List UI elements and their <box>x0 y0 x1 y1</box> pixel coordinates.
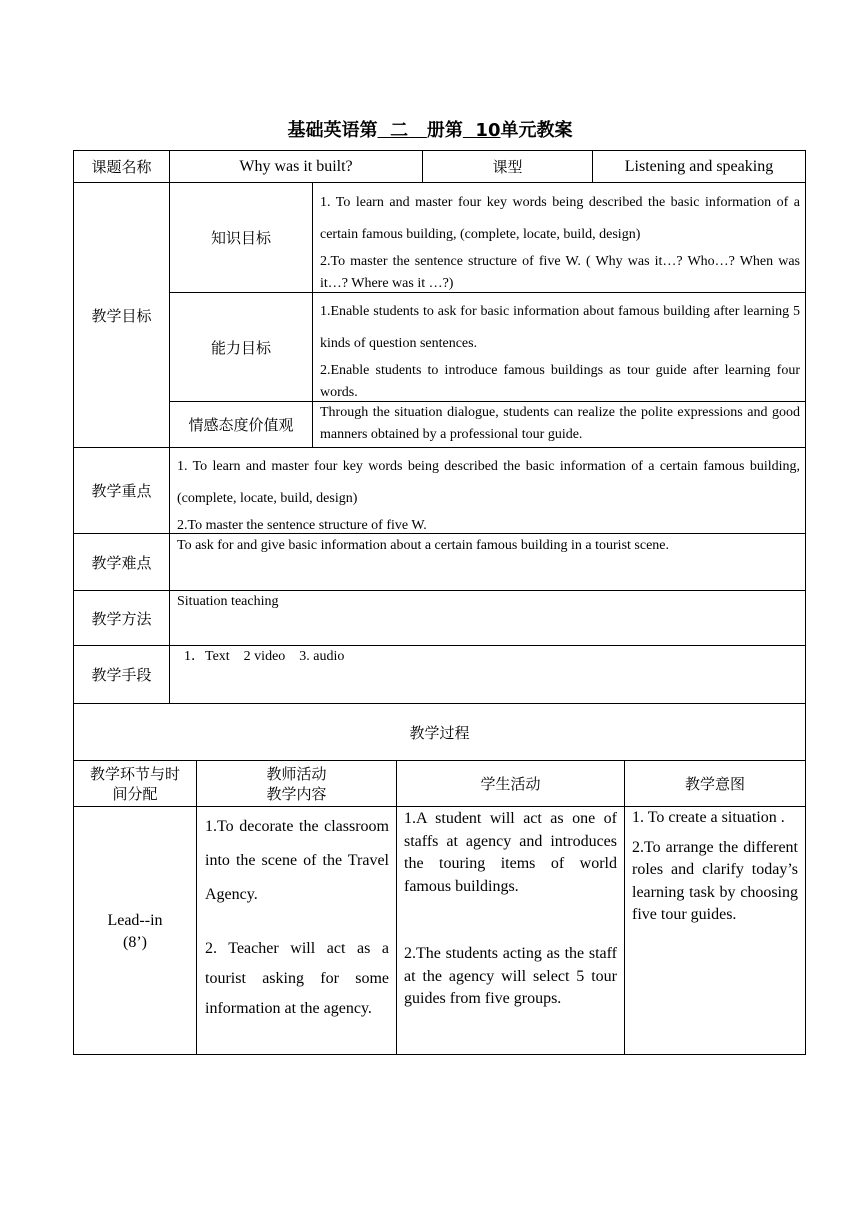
difficulties-label: 教学难点 <box>91 553 152 572</box>
knowledge-line: 1. To learn and master four key words being described the basic information of a certain famous building, (complete, locate, build, design) <box>320 195 800 242</box>
intent-line: 1. To create a situation . <box>632 809 785 826</box>
topic-value: Why was it built? <box>239 157 353 175</box>
teacher-header-line: 教师活动 <box>266 764 327 783</box>
col-divider <box>312 182 313 447</box>
process-col-teacher <box>197 761 396 806</box>
student-activity: 1.A student will act as one of staffs at agency and introduces the touring items of world famous buildings. <box>404 810 617 895</box>
teacher-header-line: 教学内容 <box>266 784 327 803</box>
means-label: 教学手段 <box>91 666 152 684</box>
lead-in-stage-name: Lead--in <box>107 912 163 929</box>
process-heading: 教学过程 <box>409 723 470 742</box>
type-label: 课型 <box>492 158 523 176</box>
intent-line: 2.To arrange the different roles and clarify today’s learning task by choosing five tour guides. <box>632 838 798 923</box>
key-point-line: 1. To learn and master four key words being described the basic information of a certain famous building,(complete, locate, build, design) <box>177 459 800 506</box>
methods-text: Situation teaching <box>177 594 279 609</box>
teacher-activity: 1.To decorate the classroom into the scene of the Travel Agency. <box>205 818 389 903</box>
page-title: 基础英语第 二 册第 10单元教案 <box>287 120 573 141</box>
key-points-text <box>177 456 800 537</box>
process-col-intent: 教学意图 <box>684 775 745 793</box>
objectives-label: 教学目标 <box>91 306 152 325</box>
methods-label: 教学方法 <box>91 609 152 628</box>
stage-header-line: 间分配 <box>112 784 158 803</box>
table-border-right <box>805 150 806 1055</box>
lead-in-student <box>404 808 617 1011</box>
lead-in-intent <box>632 806 798 927</box>
table-border-bottom <box>73 1054 806 1055</box>
difficulties-text: To ask for and give basic information about a certain famous building in a tourist scene. <box>177 538 669 553</box>
row-divider <box>73 447 806 448</box>
knowledge-line: 2.To master the sentence structure of five W. ( Why was it…? Who…? When was it…? Where was it …?) <box>320 254 800 291</box>
topic-label: 课题名称 <box>91 158 152 176</box>
stage-header-line: 教学环节与时 <box>89 764 180 783</box>
ability-objective-text <box>320 301 800 404</box>
type-value: Listening and speaking <box>624 157 774 175</box>
knowledge-objective-text <box>320 192 800 295</box>
key-point-line: 2.To master the sentence structure of five W. <box>177 518 427 533</box>
means-text: 1．Text 2 video 3. audio <box>184 649 345 664</box>
knowledge-objective-label: 知识目标 <box>210 229 271 247</box>
ability-line: 2.Enable students to introduce famous buildings as tour guide after learning four words. <box>320 363 800 400</box>
key-points-label: 教学重点 <box>91 482 152 500</box>
student-activity: 2.The students acting as the staff at the agency will select 5 tour guides from five groups. <box>404 945 617 1007</box>
emotion-objective-text: Through the situation dialogue, students can realize the polite expressions and good manners obtained by a professional tour guide. <box>320 405 800 442</box>
process-col-student: 学生活动 <box>480 775 541 793</box>
ability-objective-label: 能力目标 <box>210 338 271 357</box>
lead-in-stage <box>74 910 196 954</box>
emotion-objective-label: 情感态度价值观 <box>188 416 294 434</box>
lead-in-teacher <box>205 810 389 1024</box>
teacher-activity: 2. Teacher will act as a tourist asking for some information at the agency. <box>205 940 389 1017</box>
ability-line: 1.Enable students to ask for basic information about famous building after learning 5 kinds of question sentences. <box>320 304 800 351</box>
lead-in-stage-time: (8’) <box>123 934 147 951</box>
process-col-stage <box>74 761 196 806</box>
